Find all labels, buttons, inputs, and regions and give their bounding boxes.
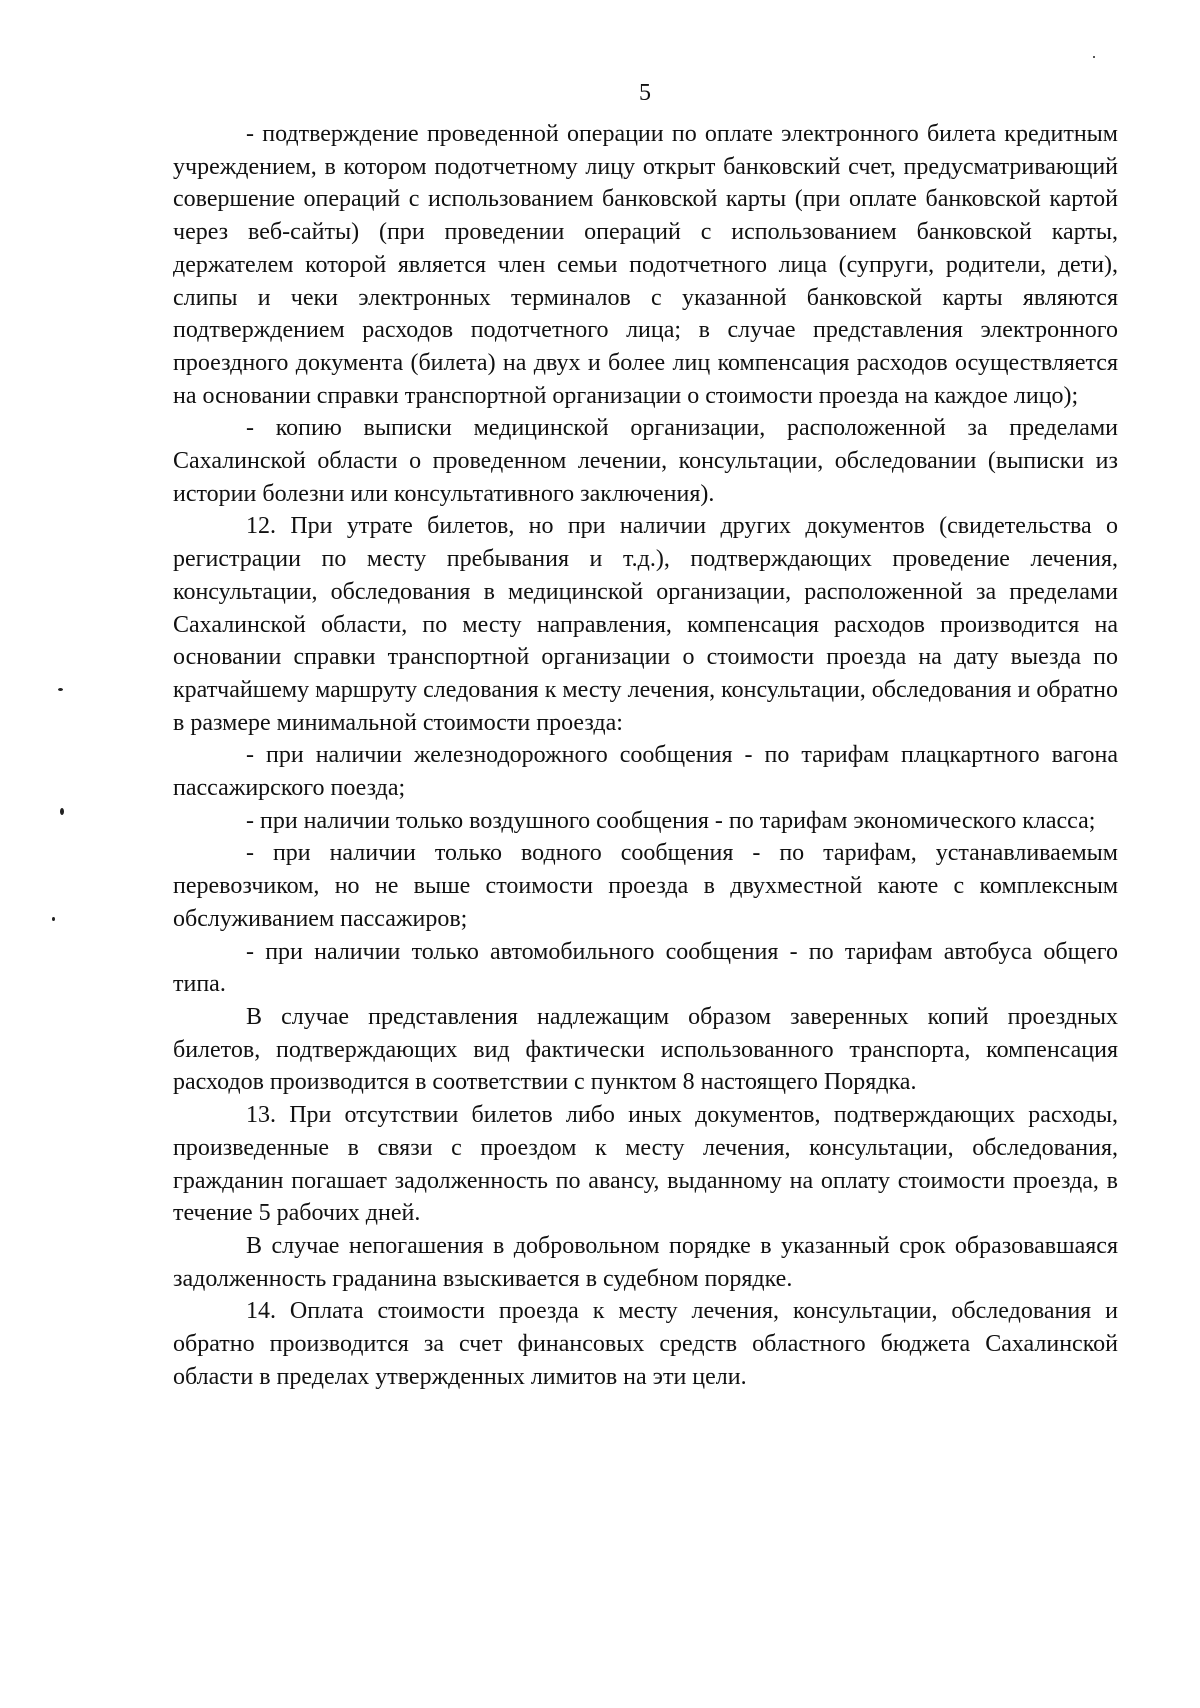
paragraph-bank-confirmation: - подтверждение проведенной операции по оплате электронного билета кредитным учреждением, в котором подотчетному лицу открыт банковский счет, предусматривающий совершение операций с использованием банковской карты (при оплате банковской картой через веб-сайты) (при проведении операций с использованием банковской карты, держателем которой является член семьи подотчетного лица (супруги, родители, дети), слипы и чеки электронных терминалов с указанной банковской карты являются подтверждением расходов подотчетного лица; в случае представления электронного проездного документа (билета) на двух и более лиц компенсация расходов осуществляется на основании справки транспортной организации о стоимости проезда на каждое лицо); [173,121,1118,409]
scan-speck [58,688,63,691]
paragraph-water-fares: - при наличии только водного сообщения - по тарифам, устанавливаемым перевозчиком, но не выше стоимости проезда в двухместной каюте с комплексным обслуживанием пассажиров; [173,840,1118,932]
paragraph-item-12: 12. При утрате билетов, но при наличии других документов (свидетельства о регистрации по месту пребывания и т.д.), подтверждающих проведение лечения, консультации, обследования в медицинской организации, расположенной за пределами Сахалинской области, по месту направления, компенсация расходов производится на основании справки транспортной организации о стоимости проезда на дату выезда по кратчайшему маршруту следования к месту лечения, консультации, обследования и обратно в размере минимальной стоимости проезда: [173,513,1118,736]
paragraph-item-14: 14. Оплата стоимости проезда к месту лечения, консультации, обследования и обратно производится за счет финансовых средств областного бюджета Сахалинской области в пределах утвержденных лимитов на эти цели. [173,1298,1118,1390]
paragraph-court-recovery: В случае непогашения в добровольном порядке в указанный срок образовавшаяся задолженность граданина взыскивается в судебном порядке. [173,1232,1118,1292]
scan-speck [60,808,64,815]
paragraph-medical-extract: - копию выписки медицинской организации, расположенной за пределами Сахалинской области о проведенном лечении, консультации, обследовании (выписки из истории болезни или консультативного заключения). [173,415,1118,507]
scan-speck [1093,56,1095,58]
paragraph-item-13: 13. При отсутствии билетов либо иных документов, подтверждающих расходы, произведенные в связи с проездом к месту лечения, консультации, обследования, гражданин погашает задолженность по авансу, выданному на оплату стоимости проезда, в течение 5 рабочих дней. [173,1102,1118,1227]
paragraph-air-fares: - при наличии только воздушного сообщения - по тарифам экономического класса; [246,807,1096,834]
paragraph-certified-copies: В случае представления надлежащим образом заверенных копий проездных билетов, подтверждающих вид фактически использованного транспорта, компенсация расходов производится в соответствии с пунктом 8 настоящего Порядка. [173,1003,1118,1096]
scan-speck [52,917,55,921]
paragraph-railway-fares: - при наличии железнодорожного сообщения - по тарифам плацкартного вагона пассажирского поезда; [173,742,1118,802]
document-body [173,118,1118,1393]
page-number: 5 [639,80,651,106]
paragraph-bus-fares: - при наличии только автомобильного сообщения - по тарифам автобуса общего типа. [173,938,1118,998]
